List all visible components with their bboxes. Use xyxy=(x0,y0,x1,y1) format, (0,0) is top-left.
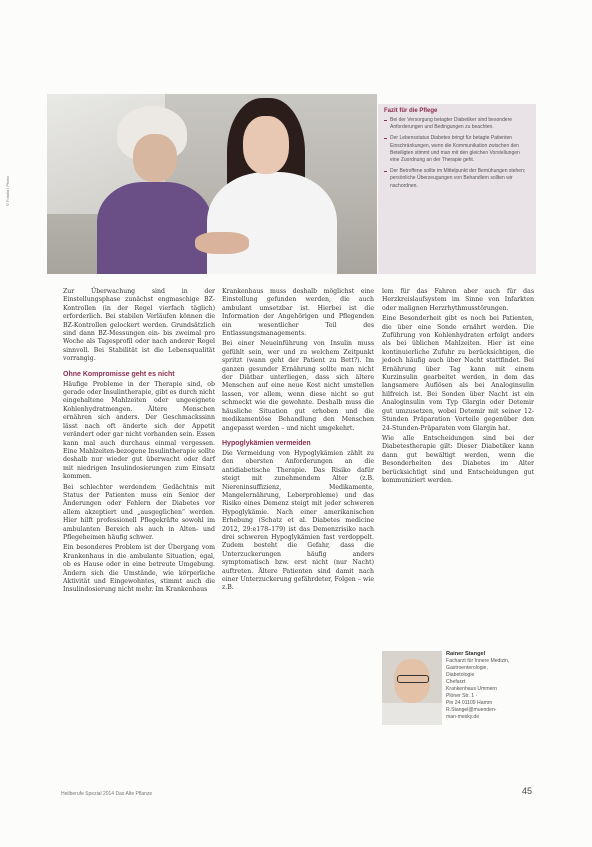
fazit-title: Fazit für die Pflege xyxy=(384,108,438,114)
paragraph: Eine Besonderheit gibt es noch bei Patienten, die über eine Sonde ernährt werden. Die Zuführung von Kohlenhydraten erfolgt anders als bei üblichen Mahlzeiten. Hier ist eine kontinuierliche Zufuhr zu berücksichtigen, die jedoch häufig auch über Nacht stattfindet. Bei Ernährung über Tag kann mit einem Kurzinsulin gearbeitet werden, in dem das langsamere Auflösen als bei Analoginsulin hilfreich ist. Bei Sonden über Nacht ist ein Analoginsulin vom Typ Glargin oder Detemir gut umzusetzen, wobei Detemir mit seiner 12-Stunden Präparation Vorteile gegenüber den 24-Stunden-Präparaten vom Glargin hat. xyxy=(382,315,534,432)
author-photo xyxy=(382,651,442,725)
subheading: Hypoglykämien vermeiden xyxy=(222,439,311,447)
paragraph: Zur Überwachung sind in der Einstellungsphase zunächst engmaschige BZ-Kontrollen (in der Regel vierfach täglich) erforderlich. Bei stabilen Verläufen können die BZ-Kontrollen gelockert werden. Grundsätzlich sind dann BZ-Messungen ein- bis zweimal pro Woche als Tagesprofil oder nach anderer Regel sinnvoll. Bei Stabilität ist die Lebensqualität vorrangig. xyxy=(63,288,215,363)
fazit-item: Der Lebensstatus Diabetes bringt für betagte Patienten Einschränkungen, wenn die Kommunikation zwischen den Beteiligten stimmt und man mit den gleichen Vorstellungen eine Zuordnung an der Therapie geht. xyxy=(384,135,530,164)
paragraph: Bei schlechter werdendem Gedächtnis mit Status der Patienten muss ein Senior der Änderungen oder Fehlern der Diabetes vor allem akzeptiert und „ausgeglichen“ werden. Hier hilft professionell Pflegekräfte sowohl im ambulanten Bereich als auch in Alten- und Pflegeheimen häufig schwer. xyxy=(63,483,215,541)
paragraph: Die Vermeidung von Hypoglykämien zählt zu den obersten Anforderungen an die antidiabetische Therapie. Das Risiko dafür steigt mit zunehmendem Alter (z.B. Niereninsuffizienz, Medikamente, Mangelernährung, Leberprobleme) und das Risiko eines Demenz steigt mit jeder schweren Hypoglykämie. Nach einer amerikanischen Erhebung (Schatz et al. Diabetes medicine 2012, 29:e178–179) ist das Demenzrisiko nach drei schweren Hypoglykämien fast verdoppelt. Zudem besteht die Gefahr, dass die Unterzuckerungen häufig anders symptomatisch bzw. erst nicht (nur Nacht) auftreten. Ältere Patienten sind damit nach einer Unterzuckerung gefährdeter, Folgen – wie z.B. xyxy=(222,449,374,592)
page-number: 45 xyxy=(522,786,533,796)
photo-hands xyxy=(195,232,249,254)
text-column-2 xyxy=(222,288,374,595)
author-line: Facharzt für Innere Medizin, Gastroenterologie, xyxy=(446,658,510,671)
photo-elderly-woman-body xyxy=(97,182,212,274)
paragraph: Krankenhaus muss deshalb möglichst eine Einstellung gefunden werden, die auch ambulant umsetzbar ist. Hierbei ist die Information der Angehörigen und Pflegenden ein wesentlicher Teil des Entlassungsmanagements. xyxy=(222,288,374,338)
fazit-box xyxy=(378,104,536,274)
author-line: Diabetologie xyxy=(446,672,475,678)
author-photo-glasses xyxy=(397,675,429,683)
photo-nurse-face xyxy=(243,116,289,174)
author-line: Krankenhaus Ummern xyxy=(446,686,497,692)
photo-elderly-woman-face xyxy=(133,134,177,182)
text-column-3 xyxy=(382,288,534,487)
author-box xyxy=(382,651,538,729)
text-column-1 xyxy=(63,288,215,597)
paragraph: Wie alle Entscheidungen sind bei der Diabetestherapie gilt: Dieser Diabetiker kann dann gut bewältigt werden, wenn die Besonderheiten des Diabetes im Alter berücksichtigt sind und Entscheidungen gut kommuniziert werden. xyxy=(382,434,534,484)
paragraph: Ein besonderes Problem ist der Übergang vom Krankenhaus in die ambulante Situation, egal, ob es Hause oder in eine betreute Umgebung. Ändern sich die Umstände, wie körperliche Aktivität und Eingewohntes, stimmt auch die Insulindosierung nicht mehr. Im Krankenhaus xyxy=(63,544,215,594)
fazit-item: Der Betroffene sollte im Mittelpunkt der Bemühungen stehen; persönliche Überzeugungen von Behandlern sollten wir nachordnen. xyxy=(384,168,530,190)
author-name: Rainer Stangel xyxy=(446,651,486,657)
author-info xyxy=(446,651,538,721)
author-line: man-mesky.de xyxy=(446,714,480,720)
author-line: Chefarzt xyxy=(446,679,466,685)
page-footer: Heilberufe Spezial 2014 Das Alte Pflanze xyxy=(61,791,153,797)
paragraph: lem für das Fahren aber auch für das Herzkreislaufsystem im Sinne von Infarkten oder malignen Herzrhythmusstörungen. xyxy=(382,288,534,312)
paragraph: Häufige Probleme in der Therapie sind, ob gerade oder Insulintherapie, gibt es durch nicht eingehaltene Mahlzeiten oder ungeeignete Kohlenhydratmengen. Ältere Menschen ernähren sich anders. Der Geschmackssinn lässt nach oft änderte sich der Appetit verändert oder gar nicht vorhanden sein. Essen kann mal auch durchaus einmal vergessen. Eine Mahlzeiten-bezogene Insulintherapie sollte deshalb nur wieder gut überwacht oder darf mit niedrigen Insulindosierungen zum Einsatz kommen. xyxy=(63,380,215,481)
author-line: Plöner Str. 1 · xyxy=(446,693,478,699)
fazit-list xyxy=(378,117,536,190)
subheading: Ohne Kompromisse geht es nicht xyxy=(63,370,175,378)
fazit-item: Bei der Versorgung betagter Diabetiker sind besondere Anforderungen und Bedingungen zu beachten. xyxy=(384,117,530,131)
paragraph: Bei einer Neueinführung von Insulin muss gefühlt sein, wer und zu welchem Zeitpunkt spritzt (wann geht der Patient zu Bett?). Im ganzen gesunder Ernährung sollte man nicht der Diätbar unterliegen, dass sich ältere Menschen auf eine neue Kost nicht umstellen lassen, vor allem, wenn diese nicht so gut schmeckt wie die gewohnte. Deshalb muss die häusliche Situation gut erhoben und die medikamentöse Behandlung den Menschen angepasst werden – und nicht umgekehrt. xyxy=(222,340,374,432)
photo-nurse-body xyxy=(207,172,337,274)
author-photo-shirt xyxy=(382,703,442,725)
article-photo xyxy=(47,94,377,274)
author-line: Pin 24 01109 Hamm xyxy=(446,700,493,706)
photo-credit: © Fotolia / Photo xyxy=(5,176,10,206)
author-line: R.Stangel@muenden- xyxy=(446,707,497,713)
